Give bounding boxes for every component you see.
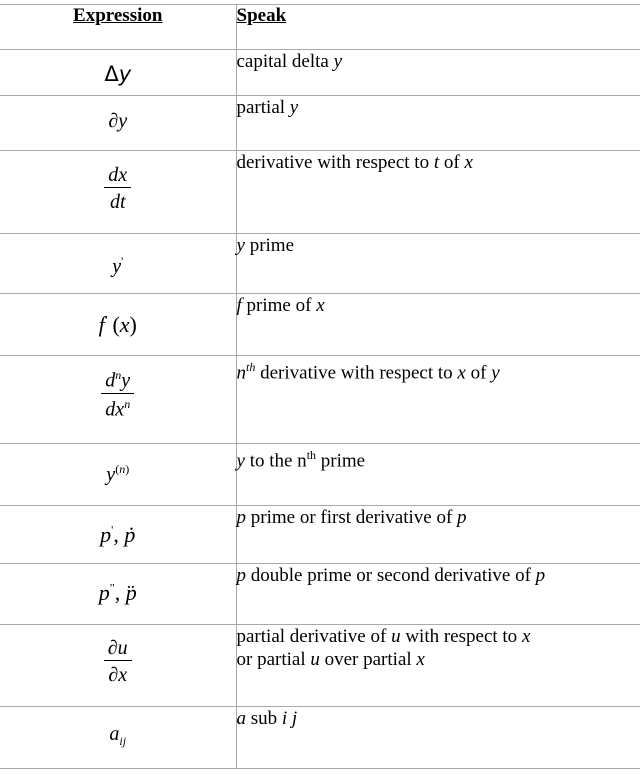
speak-cell: derivative with respect to t of x [236,151,640,234]
expression-cell [0,506,236,564]
expression-y-n: $y^{(n)}$ [106,462,130,486]
expression-cell [0,234,236,294]
expression-cell [0,625,236,707]
header-expression: Expression [0,5,236,50]
table-header-row [0,5,640,50]
table-row [0,564,640,625]
table-row [0,96,640,151]
expression-cell [0,151,236,234]
expression-cell [0,96,236,151]
expression-cell [0,356,236,444]
expression-partial-y: ∂y [108,110,128,132]
speak-cell: $n^{th}$ derivative with respect to x of y [236,356,640,444]
table-row [0,444,640,506]
expression-cell [0,50,236,96]
math-speech-table-wrapper [0,4,640,769]
expression-f-prime-x: f' (x) [98,312,137,337]
expression-p-double-prime: p", p̈ [98,580,137,605]
table-row [0,625,640,707]
expression-cell [0,294,236,356]
fraction: $\frac{\partial u}{\partial x}$ [104,637,132,687]
expression-a-sub-ij: $a_{ij}$ [109,723,127,748]
speak-cell: f prime of x [236,294,640,356]
expression-y-prime: y' [112,254,124,278]
expression-p-prime-dot: p', ṗ [100,522,136,547]
header-speak: Speak [236,5,640,50]
expression-dx-dt [0,151,236,214]
table-row [0,50,640,96]
expression-cell [0,564,236,625]
expression-cell [0,707,236,769]
expression-cell [0,444,236,506]
speak-cell: partial y [236,96,640,151]
table-row [0,294,640,356]
table-row [0,234,640,294]
speak-cell: y to the $n^{th}$ prime [236,444,640,506]
speak-cell: capital delta y [236,50,640,96]
speak-cell [236,625,640,707]
fraction: $\frac{d^ny}{dx^n}$ [101,368,134,421]
table-row [0,506,640,564]
table-row [0,356,640,444]
speak-cell: a sub i j [236,707,640,769]
speak-cell: p prime or first derivative of p [236,506,640,564]
speak-cell: y prime [236,234,640,294]
table-row [0,707,640,769]
expression-partial-fraction [0,625,236,687]
speak-cell: p double prime or second derivative of p [236,564,640,625]
expression-nth-derivative [0,356,236,421]
fraction: $\frac{dx}{dt}$ [104,164,131,214]
expression-delta-y: Δy [104,62,132,86]
math-speech-table [0,4,640,769]
speak-line-1: partial derivative of u with respect to x [236,626,531,647]
table-row [0,151,640,234]
speak-line-2: or partial u over partial x [236,649,425,670]
